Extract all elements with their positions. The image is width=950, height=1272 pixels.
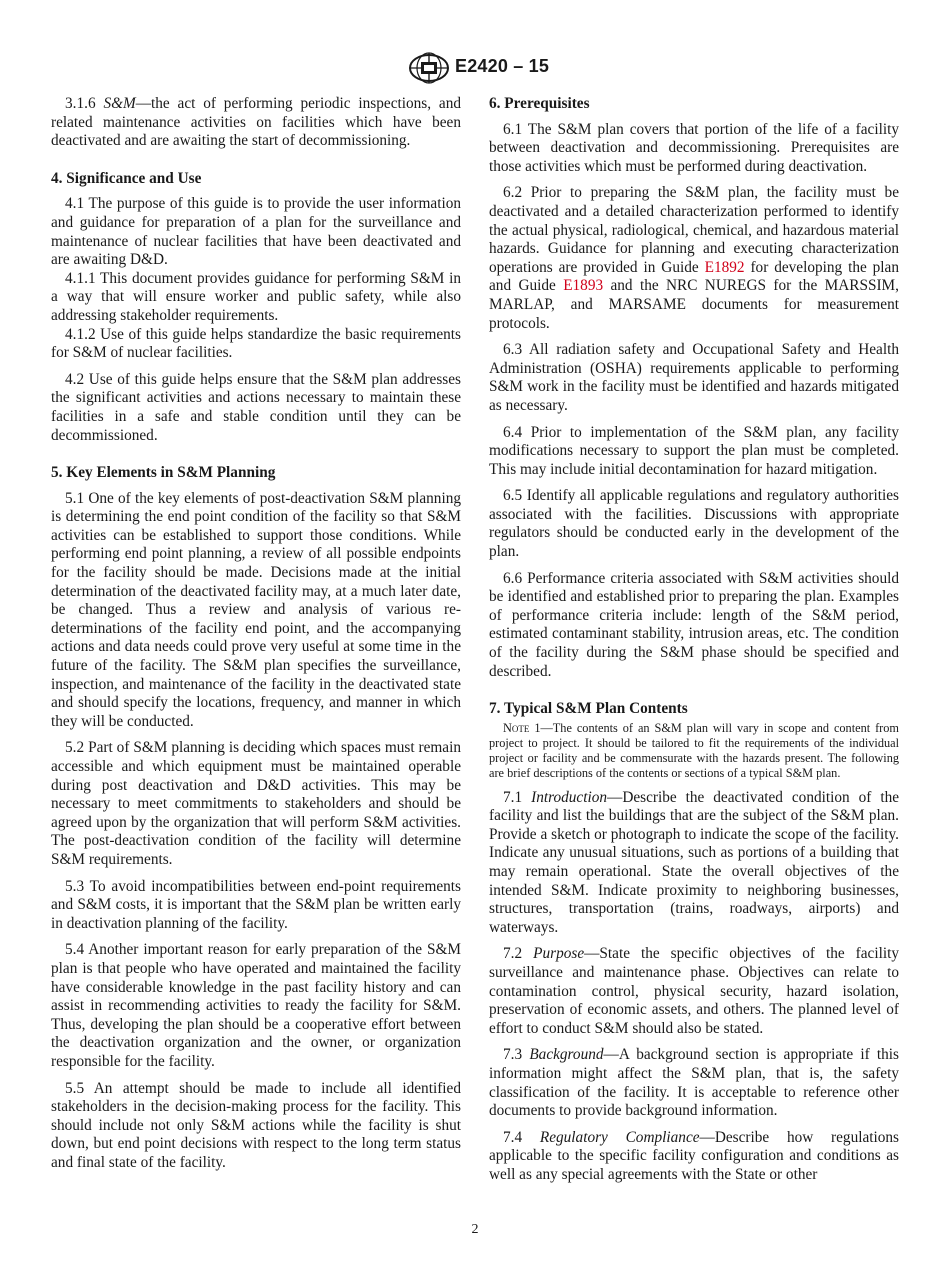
paragraph-7-2: 7.2 Purpose—State the specific objectives of the facility surveillance and maintenance phase. Objectives can relate to contamination control, physical security, hazard isolation, preservation of economic assets, and others. The planned level of effort to conduct S&M should also be stated. bbox=[489, 945, 899, 1037]
paragraph-6-3: 6.3 All radiation safety and Occupational Safety and Health Administration (OSHA) requirements applicable to performing S&M work in the facility must be identified and hazards mitigated as necessary. bbox=[489, 341, 899, 414]
standard-designation: E2420 – 15 bbox=[455, 56, 550, 76]
right-column bbox=[489, 95, 899, 1185]
paragraph-7-3: 7.3 Background—A background section is appropriate if this information might affect the S&M plan, that is, the safety classification of the facility. It is acceptable to reference other documents to provide background information. bbox=[489, 1046, 899, 1120]
paragraph-5-1: 5.1 One of the key elements of post-deactivation S&M planning is determining the end point condition of the facility so that S&M activities can be established to support those conditions. While performing end point planning, a review of all possible endpoints for the facility should be made. Decisions made at the initial determination of the deactivated facility may, at a much later date, be changed. Thus a review and analysis of various re-determinations of the facility end point, and the accompanying actions and data needs could prove very useful at some time in the future of the facility. The S&M plan specifies the surveillance, inspection, and maintenance of the facility in the deactivated state and should specify the locations, frequency, and manner in which they will be conducted. bbox=[51, 489, 461, 730]
paragraph-6-1: 6.1 The S&M plan covers that portion of the life of a facility between deactivation and decommissioning. Prerequisites are those activities which must be performed during deactivation. bbox=[489, 120, 899, 175]
paragraph-5-2: 5.2 Part of S&M planning is deciding which spaces must remain accessible and which equipment must be maintained operable during post deactivation and D&D activities. This may be necessary to meet commitments to stakeholders and should be agreed upon by the organization that will perform S&M activities. The post-deactivation condition of the facility will determine S&M requirements. bbox=[51, 739, 461, 868]
astm-logo-icon bbox=[408, 52, 450, 84]
section-4-heading: 4. Significance and Use bbox=[51, 169, 202, 187]
paragraph-7-4: 7.4 Regulatory Compliance—Describe how regulations applicable to the specific facility configuration and conditions as well as any special agreements with the State or other bbox=[489, 1128, 900, 1183]
page-header bbox=[0, 52, 950, 86]
link-e1893[interactable]: E1893 bbox=[563, 277, 604, 295]
link-e1892[interactable]: E1892 bbox=[704, 258, 745, 276]
paragraph-6-2: 6.2 Prior to preparing the S&M plan, the facility must be deactivated and a detailed characterization performed to identify the actual physical, radiological, chemical, and hazardous material hazards. Guidance for planning and executing characterization operations are provided in Guide E1892 for developing the plan and Guide E1893 and the NRC NUREGS for the MARSSIM, MARLAP, and MARSAME documents for measurement protocols. bbox=[489, 184, 900, 332]
section-5-heading: 5. Key Elements in S&M Planning bbox=[51, 464, 276, 482]
paragraph-5-4: 5.4 Another important reason for early preparation of the S&M plan is that people who have operated and maintained the facility have considerable knowledge in the past facility history and can assist in recommending activities to ready the facility for S&M. Thus, developing the plan should be a cooperative effort between the deactivation organization and the owner, or organization responsible for the facility. bbox=[51, 941, 461, 1070]
paragraph-6-5: 6.5 Identify all applicable regulations and regulatory authorities associated with the facilities. Discussions with appropriate regulators should be conducted early in the development of the plan. bbox=[489, 487, 899, 561]
section-6-heading: 6. Prerequisites bbox=[489, 95, 590, 112]
paragraph-6-6: 6.6 Performance criteria associated with S&M activities should be identified and established prior to preparing the plan. Examples of performance criteria include: length of the S&M period, estimated contaminant stability, intrusion areas, etc. The condition of the facility during the S&M phase should be specified and described. bbox=[489, 569, 899, 680]
left-column bbox=[51, 95, 461, 1172]
note-1: Note 1—The contents of an S&M plan will vary in scope and content from project to project. It should be tailored to fit the requirements of the individual project or facility and be commensurate with the hazards present. The following are brief descriptions of the contents or sections of a typical S&M plan. bbox=[489, 720, 899, 781]
paragraph-3-1-6: 3.1.6 S&M—the act of performing periodic inspections, and related maintenance activities on facilities which have been deactivated and are awaiting the start of decommissioning. bbox=[51, 95, 461, 150]
section-7-heading: 7. Typical S&M Plan Contents bbox=[489, 700, 688, 718]
paragraph-4-1-1: 4.1.1 This document provides guidance for performing S&M in a way that will ensure worker and public safety, while also addressing stakeholder requirements. bbox=[51, 269, 461, 324]
paragraph-4-1-2: 4.1.2 Use of this guide helps standardize the basic requirements for S&M of nuclear facilities. bbox=[51, 325, 461, 362]
paragraph-7-1: 7.1 Introduction—Describe the deactivated condition of the facility and list the buildings that are the subject of the S&M plan. Provide a sketch or photograph to indicate the scope of the facility. Indicate any unusual situations, such as portions of a building that may remain operational. State the overall objectives of the intended S&M. Indicate proximity to neighboring businesses, structures, transportation (trains, roadways, airports) and waterways. bbox=[489, 788, 900, 936]
paragraph-5-3: 5.3 To avoid incompatibilities between end-point requirements and S&M costs, it is important that the S&M plan be written early in deactivation planning of the facility. bbox=[51, 877, 461, 932]
paragraph-5-5: 5.5 An attempt should be made to include all identified stakeholders in the decision-making process for the facility. This should include not only S&M actions while the facility is shut down, but end point decisions with respect to the long term status and final state of the facility. bbox=[51, 1079, 461, 1171]
paragraph-6-4: 6.4 Prior to implementation of the S&M plan, any facility modifications necessary to support the plan must be completed. This may include initial decontamination for hazard mitigation. bbox=[489, 423, 899, 478]
page-number: 2 bbox=[471, 1222, 479, 1237]
paragraph-4-2: 4.2 Use of this guide helps ensure that the S&M plan addresses the significant activities and actions necessary to maintain these facilities in a safe and stable condition until they can be decommissioned. bbox=[51, 370, 461, 444]
paragraph-4-1: 4.1 The purpose of this guide is to provide the user information and guidance for preparation of a plan for the surveillance and maintenance of nuclear facilities that have been deactivated and are awaiting D&D. bbox=[51, 195, 461, 269]
